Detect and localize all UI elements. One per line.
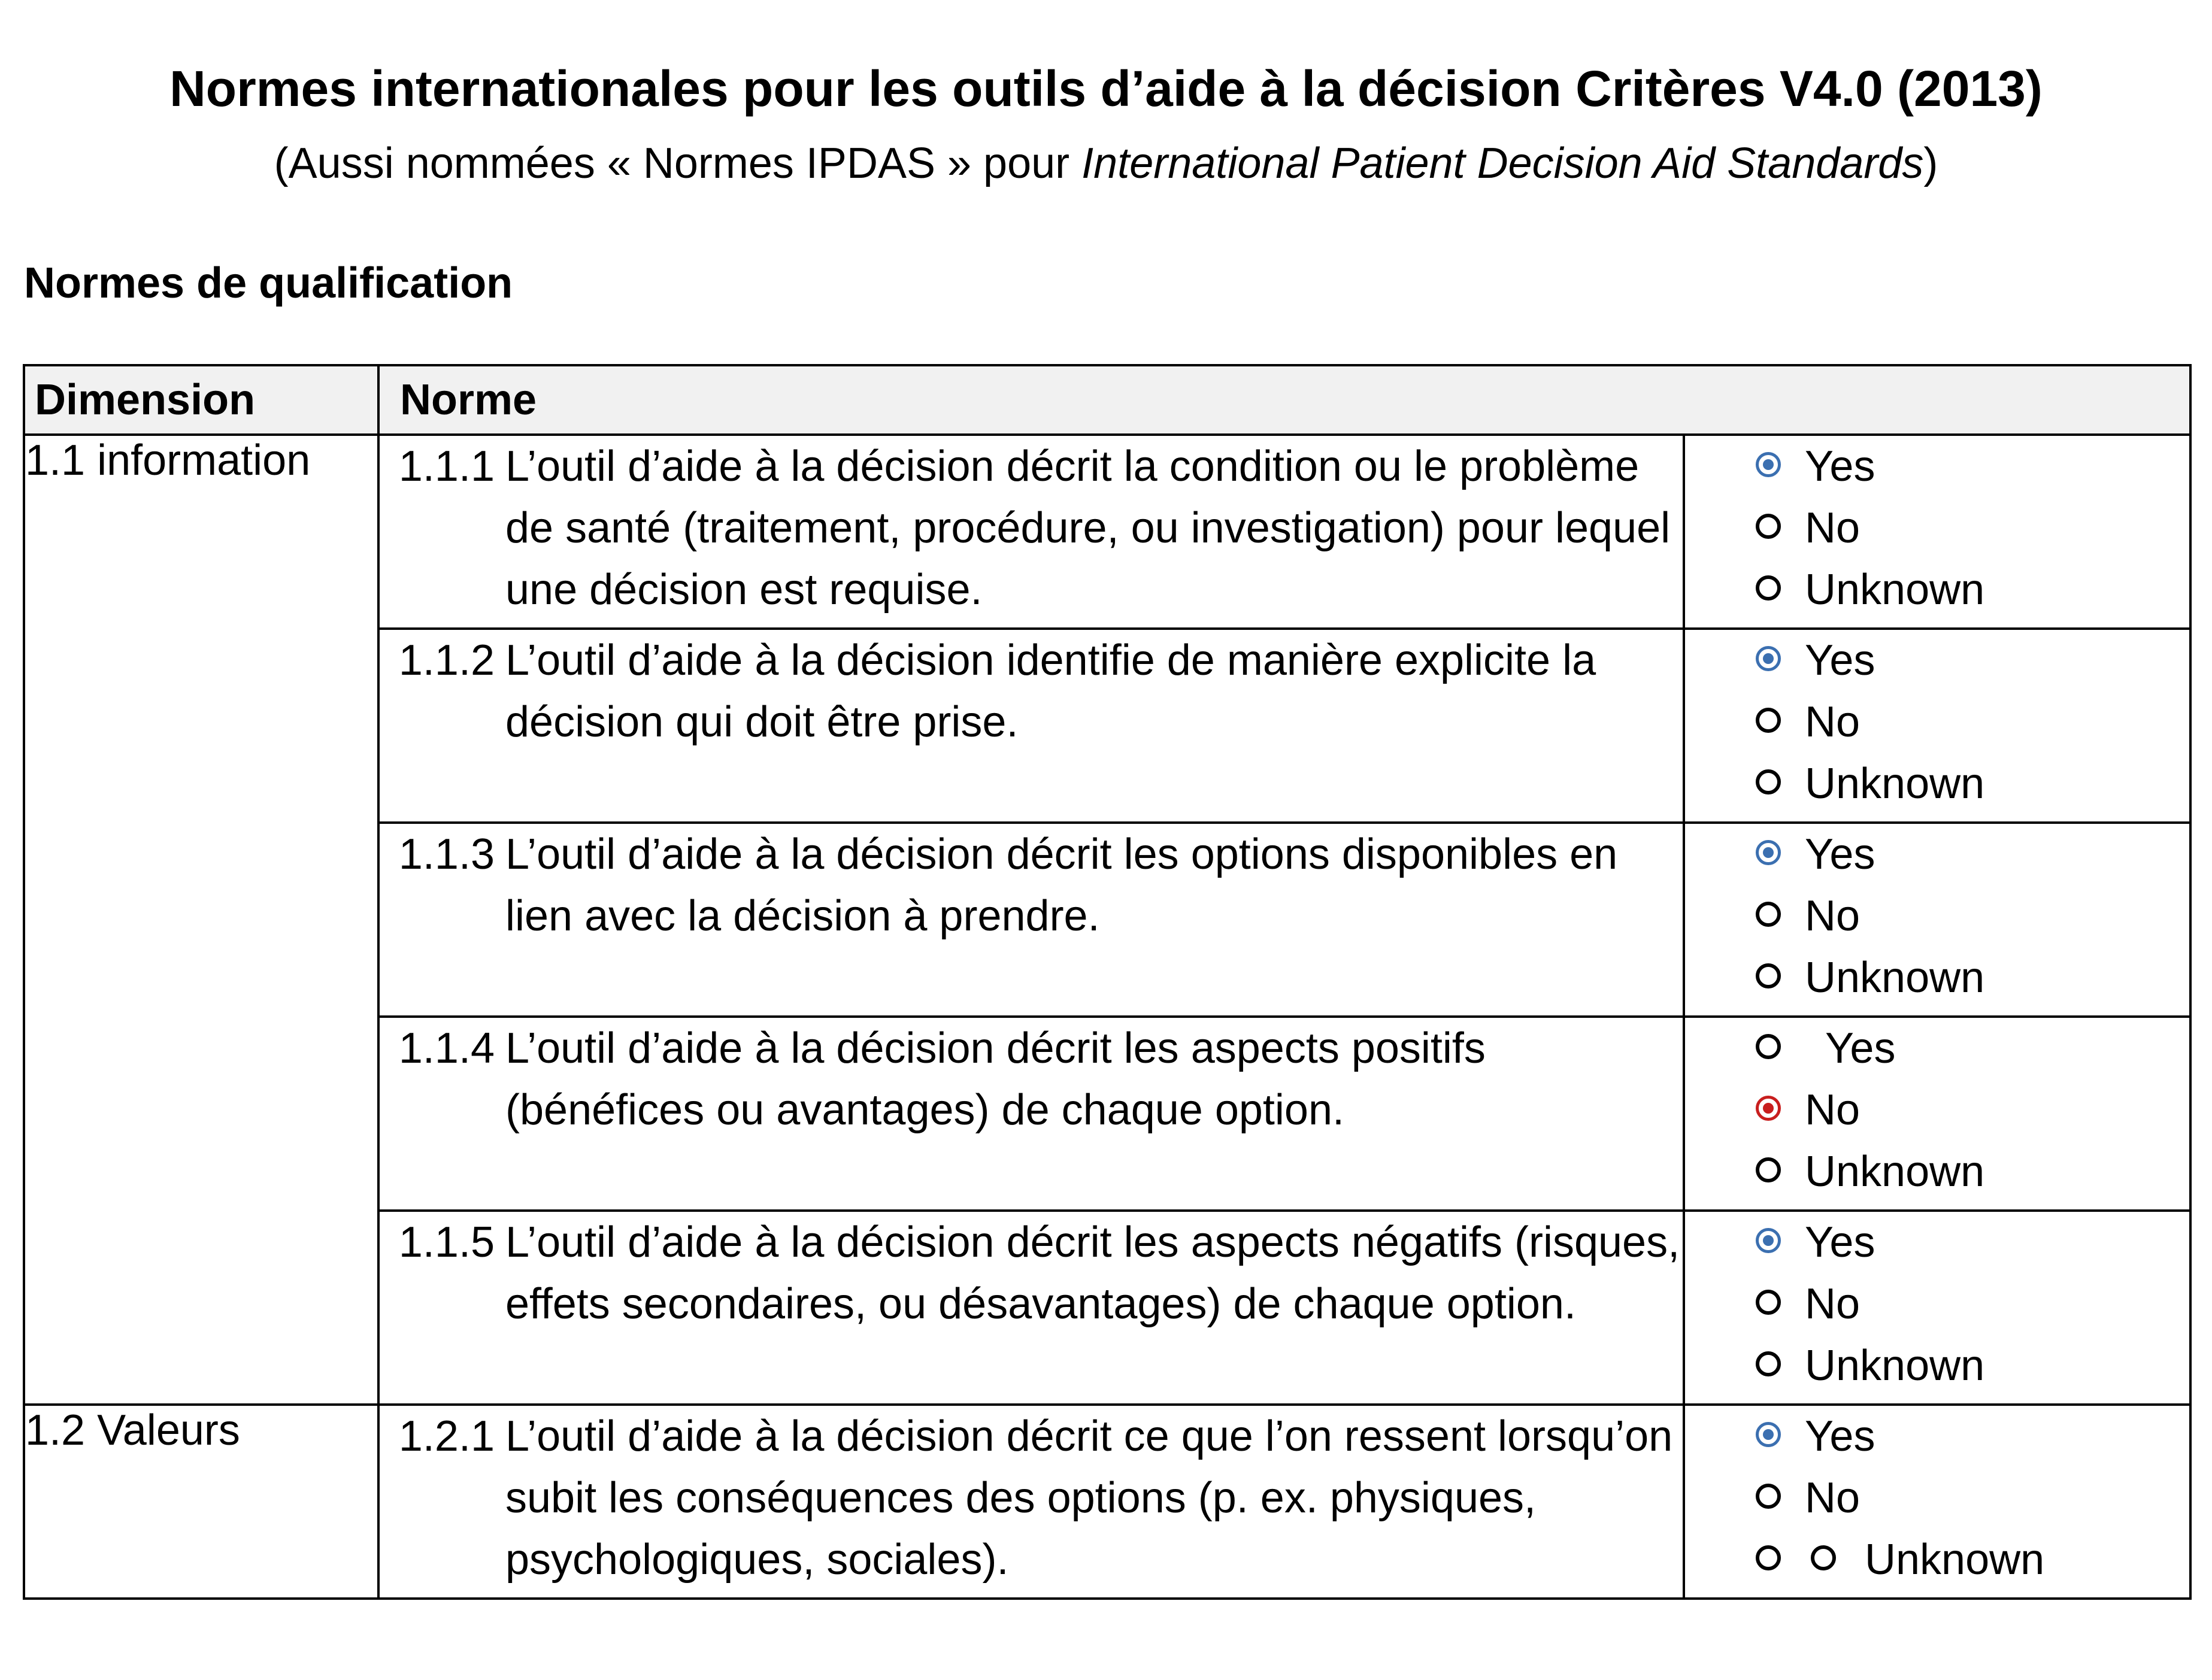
option-yes[interactable] — [1685, 824, 2189, 886]
radio-icon[interactable] — [1811, 1545, 1836, 1570]
option-label: Yes — [1805, 636, 1875, 684]
answer-cell — [1684, 1017, 2190, 1211]
option-yes[interactable] — [1685, 1018, 2189, 1079]
dimension-cell: 1.1 information — [24, 435, 378, 1405]
criterion-number: 1.1.4 — [398, 1024, 495, 1072]
radio-icon[interactable] — [1756, 1290, 1781, 1315]
radio-icon[interactable] — [1756, 1351, 1781, 1376]
criterion-text: L’outil d’aide à la décision identifie de manière explicite la décision qui doit être prise. — [505, 636, 1596, 746]
option-label: Unknown — [1805, 1148, 1985, 1196]
option-unknown[interactable] — [1685, 1141, 2189, 1203]
option-label: Yes — [1805, 442, 1875, 490]
criterion-text: L’outil d’aide à la décision décrit les aspects négatifs (risques, effets secondaires, ou désavantages) de chaque option. — [505, 1218, 1680, 1328]
option-unknown[interactable] — [1685, 753, 2189, 815]
radio-selected-icon[interactable] — [1756, 452, 1781, 477]
section-title: Normes de qualification — [24, 259, 513, 307]
option-label: Yes — [1825, 1024, 1896, 1072]
option-label: No — [1805, 1474, 1860, 1522]
radio-icon[interactable] — [1756, 902, 1781, 927]
criterion-number: 1.1.1 — [398, 442, 495, 490]
radio-icon[interactable] — [1756, 708, 1781, 733]
option-unknown[interactable] — [1685, 559, 2189, 621]
criterion-number: 1.1.3 — [398, 830, 495, 878]
option-no[interactable] — [1685, 886, 2189, 947]
subtitle-prefix: (Aussi nommées « Normes IPDAS » pour — [274, 140, 1082, 187]
answer-cell — [1684, 435, 2190, 629]
option-no[interactable] — [1685, 692, 2189, 753]
radio-icon[interactable] — [1756, 575, 1781, 601]
radio-icon[interactable] — [1756, 963, 1781, 988]
option-label: Unknown — [1805, 566, 1985, 614]
option-unknown[interactable] — [1685, 1529, 2189, 1591]
radio-selected-icon[interactable] — [1756, 840, 1781, 865]
norm-cell — [378, 1405, 1684, 1599]
option-no[interactable] — [1685, 498, 2189, 559]
radio-icon[interactable] — [1756, 1484, 1781, 1509]
option-label: Unknown — [1805, 954, 1985, 1002]
option-no[interactable] — [1685, 1273, 2189, 1335]
option-yes[interactable] — [1685, 1212, 2189, 1273]
header-norme: Norme — [378, 365, 2190, 435]
radio-icon[interactable] — [1756, 1157, 1781, 1182]
criterion-number: 1.2.1 — [398, 1412, 495, 1460]
criterion-text: L’outil d’aide à la décision décrit les options disponibles en lien avec la décision à prendre. — [505, 830, 1618, 940]
table-row — [24, 1405, 2190, 1599]
option-label: No — [1805, 1086, 1860, 1134]
radio-icon[interactable] — [1756, 1034, 1781, 1059]
answer-cell — [1684, 629, 2190, 823]
radio-icon[interactable] — [1756, 1545, 1781, 1570]
radio-selected-icon[interactable] — [1756, 1096, 1781, 1121]
criterion-text: L’outil d’aide à la décision décrit les aspects positifs (bénéfices ou avantages) de chaque option. — [505, 1024, 1486, 1134]
subtitle-italic: International Patient Decision Aid Standards — [1081, 140, 1924, 187]
criterion-number: 1.1.5 — [398, 1218, 495, 1266]
norm-cell — [378, 823, 1684, 1017]
option-label: No — [1805, 1280, 1860, 1328]
radio-selected-icon[interactable] — [1756, 1422, 1781, 1447]
option-label: Unknown — [1865, 1536, 2045, 1584]
option-label: No — [1805, 504, 1860, 552]
subtitle-suffix: ) — [1923, 140, 1938, 187]
dimension-cell: 1.2 Valeurs — [24, 1405, 378, 1599]
standards-table — [23, 364, 2192, 1600]
document-subtitle — [0, 139, 2212, 188]
answer-cell — [1684, 823, 2190, 1017]
option-label: Unknown — [1805, 760, 1985, 808]
option-no[interactable] — [1685, 1079, 2189, 1141]
option-label: Yes — [1805, 1412, 1875, 1460]
norm-cell — [378, 1211, 1684, 1405]
option-label: No — [1805, 698, 1860, 746]
option-unknown[interactable] — [1685, 947, 2189, 1009]
header-dimension: Dimension — [24, 365, 378, 435]
radio-icon[interactable] — [1756, 514, 1781, 539]
criterion-number: 1.1.2 — [398, 636, 495, 684]
option-yes[interactable] — [1685, 1406, 2189, 1467]
document-title: Normes internationales pour les outils d’aide à la décision Critères V4.0 (2013) — [169, 60, 2043, 117]
option-label: Unknown — [1805, 1342, 1985, 1390]
norm-cell — [378, 629, 1684, 823]
option-label: Yes — [1805, 830, 1875, 878]
norm-cell — [378, 1017, 1684, 1211]
radio-icon[interactable] — [1756, 769, 1781, 794]
table-header-row — [24, 365, 2190, 435]
radio-selected-icon[interactable] — [1756, 1228, 1781, 1253]
radio-selected-icon[interactable] — [1756, 646, 1781, 671]
table-row — [24, 435, 2190, 629]
answer-cell — [1684, 1211, 2190, 1405]
option-yes[interactable] — [1685, 630, 2189, 692]
option-label: Yes — [1805, 1218, 1875, 1266]
option-yes[interactable] — [1685, 436, 2189, 498]
option-no[interactable] — [1685, 1467, 2189, 1529]
option-unknown[interactable] — [1685, 1335, 2189, 1397]
option-label: No — [1805, 892, 1860, 940]
answer-cell — [1684, 1405, 2190, 1599]
norm-cell — [378, 435, 1684, 629]
criterion-text: L’outil d’aide à la décision décrit ce que l’on ressent lorsqu’on subit les conséquences des options (p. ex. physiques, psychologiques, sociales). — [505, 1412, 1673, 1584]
criterion-text: L’outil d’aide à la décision décrit la condition ou le problème de santé (traitement, procédure, ou investigation) pour lequel une décision est requise. — [505, 442, 1671, 614]
